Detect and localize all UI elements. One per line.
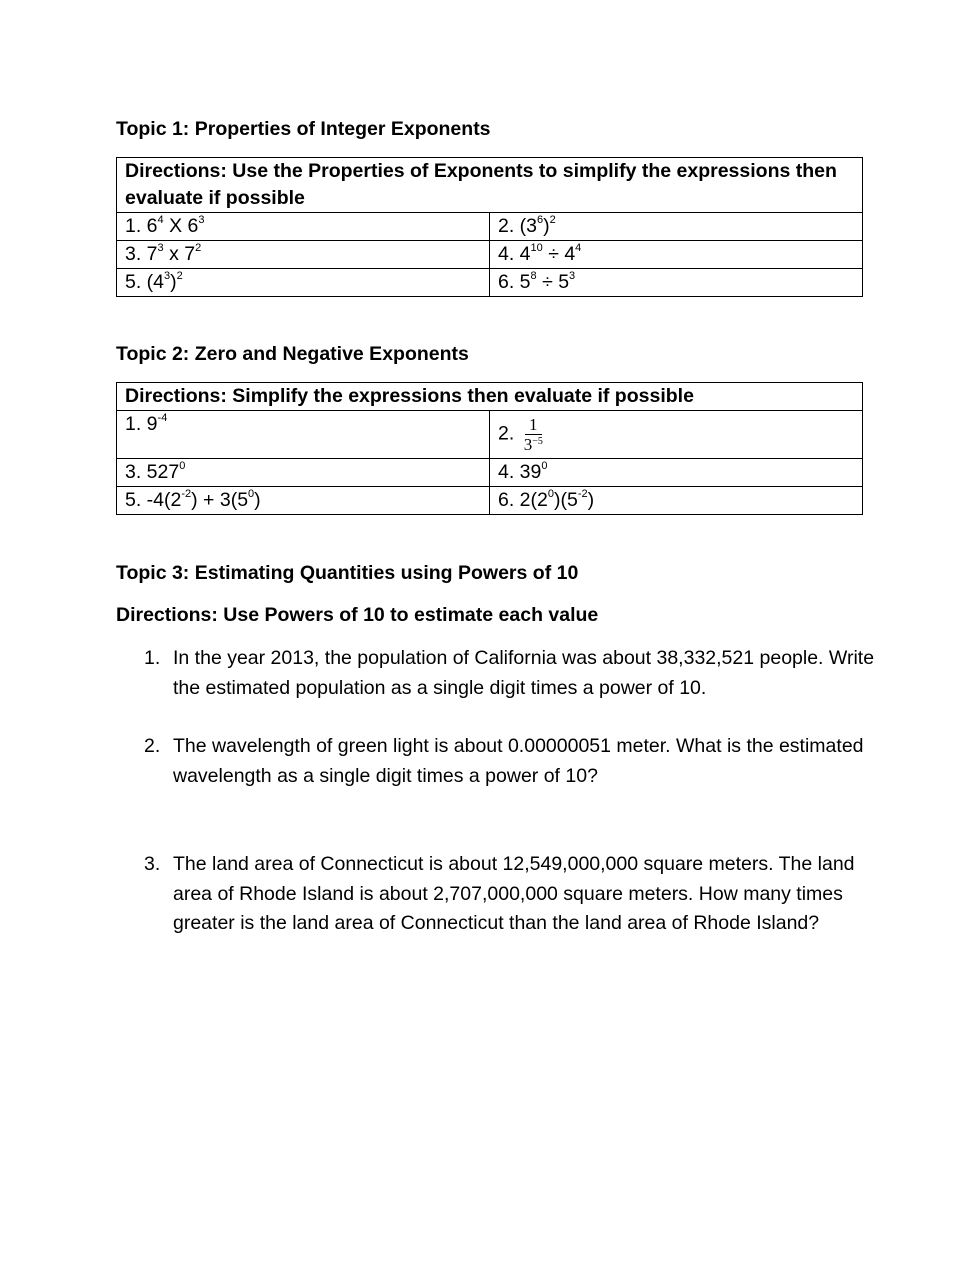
problem-list xyxy=(116,644,876,939)
topic1-item-2: 2. $(3^6)^2$ xyxy=(490,213,863,241)
topic3-heading: Topic 3: Estimating Quantities using Powers of 10 xyxy=(116,562,579,584)
problem-item: 2. The wavelength of green light is about 0.00000051 meter. What is the estimated wavelength as a single digit times a power of 10? xyxy=(144,735,864,787)
problem-item: 1. In the year 2013, the population of California was about 38,332,521 people. Write the estimated population as a single digit times a power of 10. xyxy=(144,647,875,699)
topic1-item-3: 3. $7^3$ x $7^2$ xyxy=(117,241,490,269)
topic2-item-5: 5. $-4(2^{-2}) + 3(5^0)$ xyxy=(117,487,490,515)
topic2-heading: Topic 2: Zero and Negative Exponents xyxy=(116,343,469,365)
topic2-item-1: 1. $9^{-4}$ xyxy=(117,411,490,459)
topic1-item-4: 4. $4^{10} \div 4^4$ xyxy=(490,241,863,269)
topic3-directions: Directions: Use Powers of 10 to estimate each value xyxy=(116,604,599,626)
topic1-directions: Directions: Use the Properties of Exponents to simplify the expressions then evaluate if possible xyxy=(117,158,863,213)
topic2-directions: Directions: Simplify the expressions then evaluate if possible xyxy=(117,383,863,411)
fraction: $\frac{1}{3^{-5}}$ xyxy=(523,415,543,454)
topic2-table xyxy=(116,382,863,515)
topic1-table xyxy=(116,157,863,297)
problem-item: 3. The land area of Connecticut is about 12,549,000,000 square meters. The land area of Rhode Island is about 2,707,000,000 square meters. How many times greater is the land area of Connecticut than the land area of Rhode Island? xyxy=(144,853,855,934)
topic2-item-4: 4. $39^0$ xyxy=(490,459,863,487)
topic1-heading: Topic 1: Properties of Integer Exponents xyxy=(116,118,491,140)
topic1-item-1: 1. $6^4$ X $6^3$ xyxy=(117,213,490,241)
topic1-item-5: 5. $(4^3)^2$ xyxy=(117,269,490,297)
topic1-item-6: 6. $5^8 \div 5^3$ xyxy=(490,269,863,297)
topic2-item-6: 6. $2(2^0)(5^{-2})$ xyxy=(490,487,863,515)
topic2-item-2: 2. $\frac{1}{3^{-5}}$ xyxy=(490,411,863,459)
topic2-item-3: 3. $527^0$ xyxy=(117,459,490,487)
